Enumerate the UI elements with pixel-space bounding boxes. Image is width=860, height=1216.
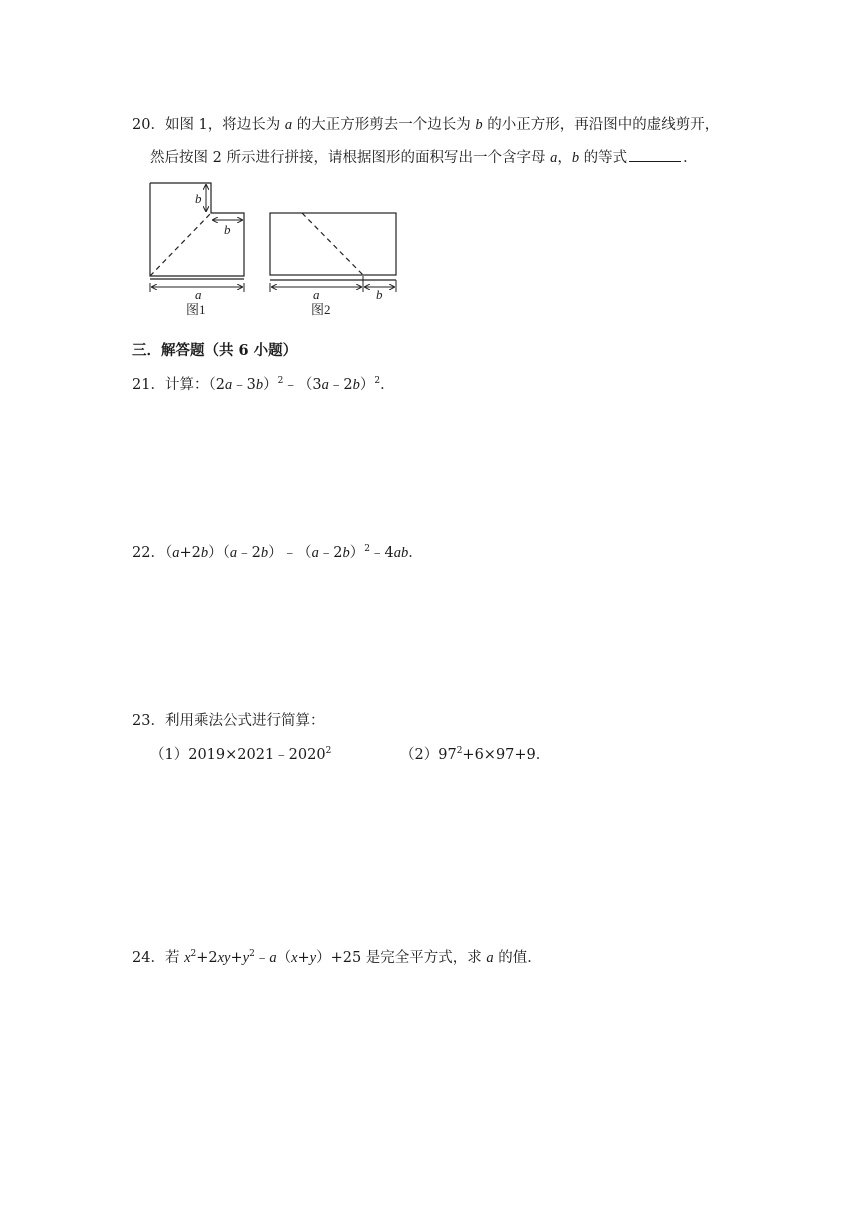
q23-stem: 23．利用乘法公式进行简算： [132, 713, 325, 729]
fig2-label-b: b [376, 287, 383, 302]
q21: 21．计算：（2a﹣3b）$^2$﹣（3a﹣2b）$^2$． [132, 376, 395, 393]
q22: 22．（a+2b）（a﹣2b）﹣（a﹣2b）$^2$﹣4ab． [132, 544, 423, 561]
fig1-label-b-horizontal: b [224, 222, 231, 237]
q23-part1: $(1)2019\times 2021﹣2020^2$ [150, 746, 332, 763]
figure-1 [150, 183, 244, 292]
figure-2 [270, 213, 396, 292]
fig1-label-b-vertical: b [195, 191, 202, 206]
fig2-caption: 图2 [311, 302, 331, 317]
q21-number: 21． [132, 377, 165, 393]
q20-line2: 然后按图 2 所示进行拼接，请根据图形的面积写出一个含字母 a，b 的等式 ． [150, 150, 698, 166]
q23-part2: $(2)97^2+6\times 97+9$． [400, 746, 551, 763]
answer-blank[interactable] [629, 149, 681, 162]
fig1-label-a: a [195, 287, 202, 302]
q24: 24．若 $x^2+2xy+y^2﹣a(x+y)+25$ 是完全平方式，求 a 的值． [132, 949, 542, 966]
q20-number: 20． [132, 117, 165, 133]
q22-number: 22． [132, 545, 165, 561]
fig1-caption: 图1 [186, 302, 206, 317]
fig2-label-a: a [313, 287, 320, 302]
q23-number: 23． [132, 713, 165, 729]
q24-number: 24． [132, 950, 165, 966]
q20-line1: 20．如图 1，将边长为 a 的大正方形剪去一个边长为 b 的小正方形，再沿图中的虚线剪开， [132, 117, 720, 133]
section-title: 三．解答题（共 6 小题） [132, 342, 298, 359]
